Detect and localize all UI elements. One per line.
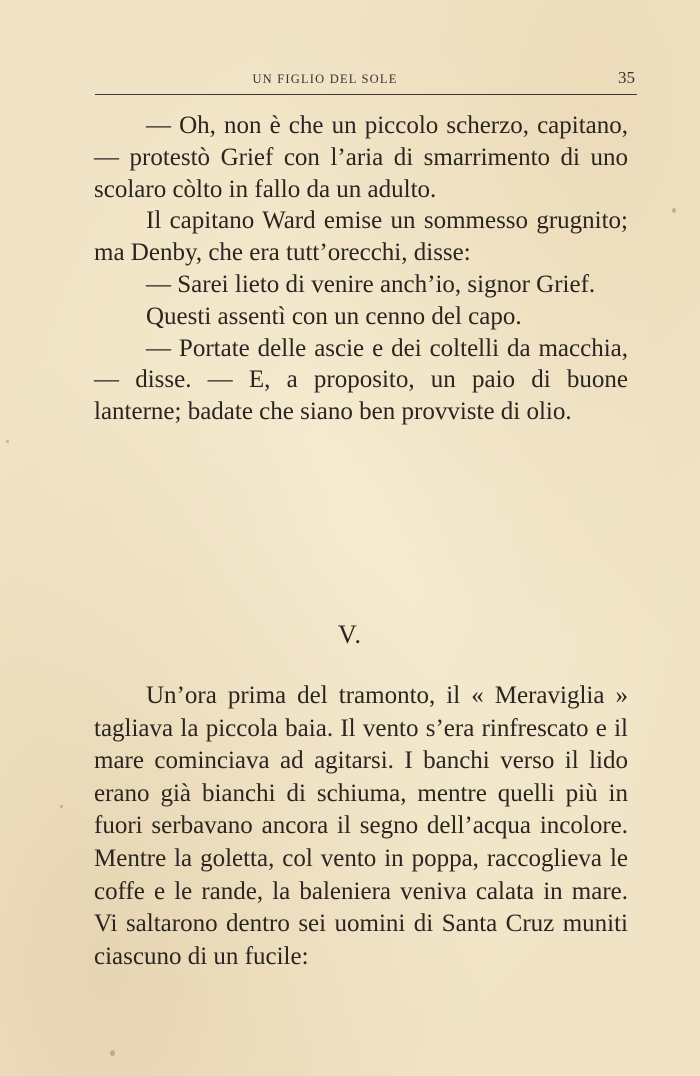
paper-speck (6, 440, 9, 443)
page-number: 35 (618, 68, 635, 87)
header-rule (95, 94, 637, 95)
section-heading: V. (338, 620, 362, 649)
running-head (95, 66, 635, 94)
paper-speck (110, 1050, 115, 1056)
paragraph: — Sarei lieto di venire anch’io, signor Grief. (146, 270, 596, 298)
text-block-before-section (94, 110, 628, 428)
running-title: UN FIGLIO DEL SOLE (252, 72, 398, 86)
paragraph: — Portate delle ascie e dei coltelli da macchia, — disse. — E, a proposito, un paio di buone lanterne; badate che siano ben provviste di olio. (94, 334, 628, 426)
paper-speck (60, 805, 63, 808)
paragraph: Un’ora prima del tramonto, il « Meraviglia » tagliava la piccola baia. Il vento s’era rinfrescato e il mare cominciava ad agitarsi. I banchi verso il lido erano già bianchi di schiuma, mentre quelli più in fuori serbavano ancora il segno dell’acqua incolore. Mentre la goletta, col vento in poppa, raccoglieva le coffe e le rande, la baleniera veniva calata in mare. Vi saltarono dentro sei uomini di Santa Cruz muniti ciascuno di un fucile: (94, 682, 628, 970)
text-block-after-section (94, 680, 628, 973)
paragraph: — Oh, non è che un piccolo scherzo, capitano, — protestò Grief con l’aria di smarrimento di uno scolaro còlto in fallo da un adulto. (94, 112, 628, 203)
paper-speck (672, 208, 676, 213)
paragraph: Questi assentì con un cenno del capo. (146, 302, 522, 330)
paragraph: Il capitano Ward emise un sommesso grugnito; ma Denby, che era tutt’orecchi, disse: (94, 207, 628, 267)
